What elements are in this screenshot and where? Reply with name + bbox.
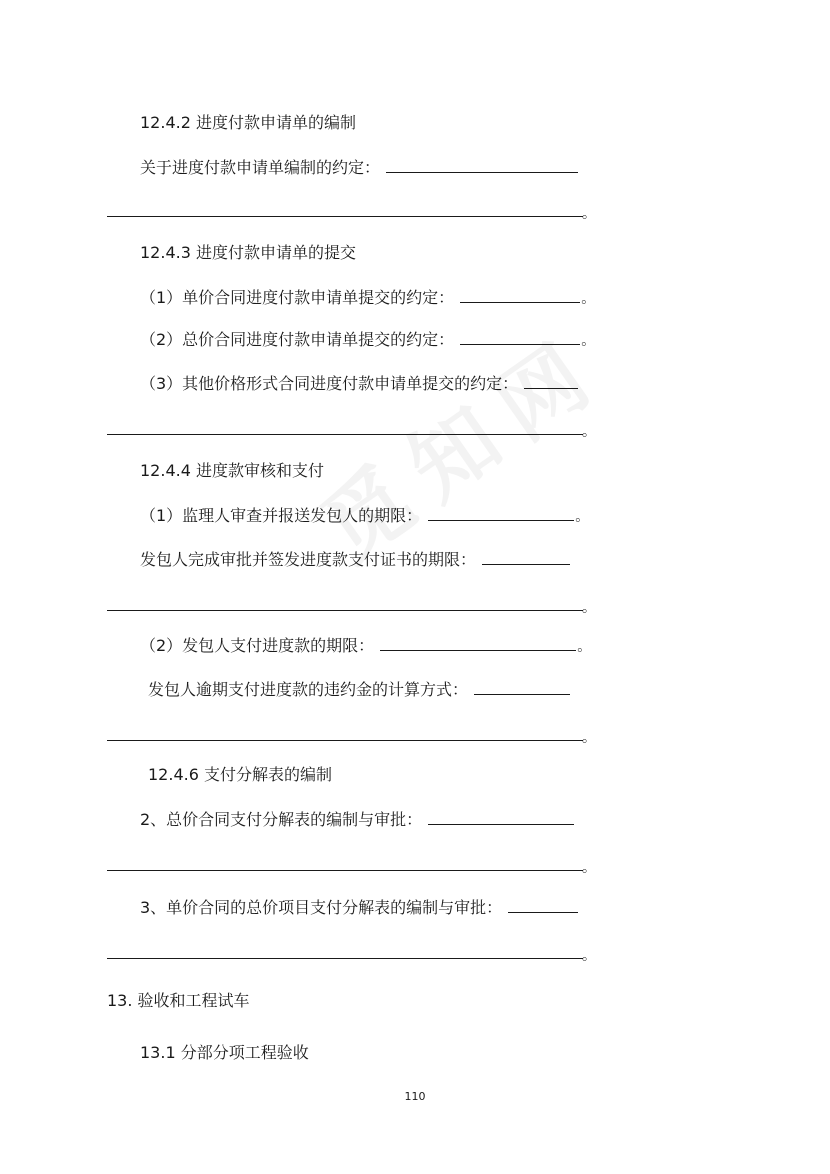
fill-blank-full-line[interactable] [107,870,583,871]
line-label: （3）其他价格形式合同进度付款申请单提交的约定： [140,374,519,393]
page-number: 110 [404,1090,426,1103]
fill-blank[interactable] [380,634,576,651]
period-mark: 。 [582,730,596,746]
section-heading-12-4-2: 12.4.2 进度付款申请单的编制 [140,113,356,132]
line-label: （2）发包人支付进度款的期限： [140,636,375,655]
fill-blank-full-line[interactable] [107,216,583,217]
fill-blank-full-line[interactable] [107,434,583,435]
period-mark: 。 [582,424,596,440]
text-line [140,896,578,918]
fill-blank[interactable] [386,156,578,173]
period-mark: 。 [582,600,596,616]
section-heading-13-1: 13.1 分部分项工程验收 [140,1043,309,1062]
line-label: （1）监理人审查并报送发包人的期限： [140,506,423,525]
section-heading-12-4-6: 12.4.6 支付分解表的编制 [148,765,332,784]
fill-blank[interactable] [474,678,570,695]
line-label: （2）总价合同进度付款申请单提交的约定： [140,330,455,349]
period-mark: 。 [582,206,596,222]
text-line [140,634,591,656]
fill-blank[interactable] [482,548,570,565]
period-mark: 。 [581,291,596,307]
fill-blank[interactable] [508,896,578,913]
fill-blank-full-line[interactable] [107,610,583,611]
line-label: 3、单价合同的总价项目支付分解表的编制与审批： [140,898,503,917]
text-line [148,678,570,700]
fill-blank[interactable] [428,504,574,521]
text-line [140,504,589,526]
fill-blank[interactable] [460,328,580,345]
text-line [140,548,570,570]
section-heading-13: 13. 验收和工程试车 [107,991,250,1010]
fill-blank-full-line[interactable] [107,958,583,959]
fill-blank[interactable] [524,372,578,389]
text-line [140,156,578,178]
text-line [140,808,574,830]
fill-blank-full-line[interactable] [107,740,583,741]
fill-blank[interactable] [460,286,580,303]
section-heading-12-4-4: 12.4.4 进度款审核和支付 [140,461,324,480]
text-line [140,372,578,394]
line-label: 发包人逾期支付进度款的违约金的计算方式： [148,680,469,699]
period-mark: 。 [577,639,592,655]
fill-blank[interactable] [428,808,574,825]
line-label: 2、总价合同支付分解表的编制与审批： [140,810,423,829]
section-heading-12-4-3: 12.4.3 进度付款申请单的提交 [140,243,356,262]
line-label: （1）单价合同进度付款申请单提交的约定： [140,288,455,307]
text-line [140,286,595,308]
period-mark: 。 [575,509,590,525]
period-mark: 。 [582,948,596,964]
line-label: 关于进度付款申请单编制的约定： [140,158,381,177]
period-mark: 。 [581,333,596,349]
period-mark: 。 [582,860,596,876]
text-line [140,328,595,350]
line-label: 发包人完成审批并签发进度款支付证书的期限： [140,550,477,569]
